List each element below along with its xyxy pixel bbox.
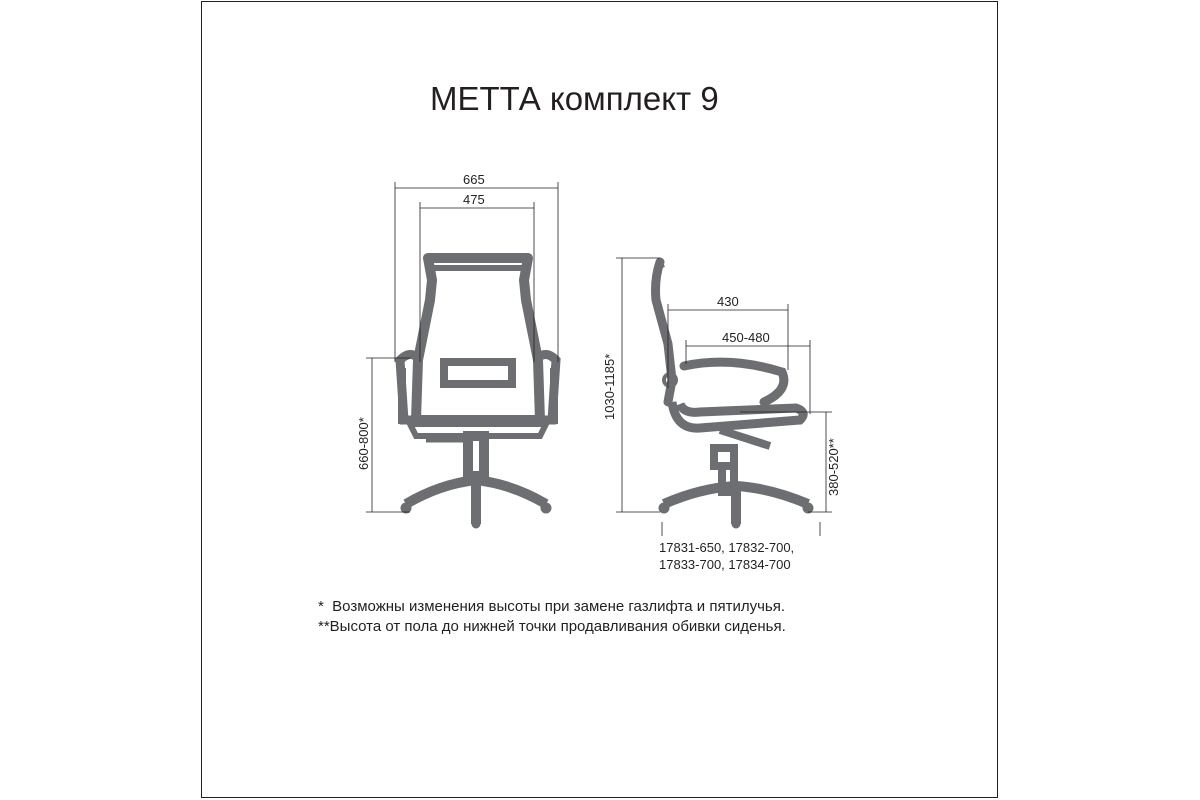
back-width-label: 475 — [463, 192, 485, 207]
diagram-title: МЕТТА комплект 9 — [430, 80, 719, 117]
seat-depth-range-label: 450-480 — [722, 330, 770, 345]
seat-height-label: 380-520** — [826, 438, 841, 496]
article-codes-line2: 17833-700, 17834-700 — [659, 557, 791, 572]
total-height-label: 1030-1185* — [602, 353, 617, 420]
footnote-seat-height: **Высота от пола до нижней точки продавливания обивки сиденья. — [318, 618, 786, 635]
front-view-chair — [400, 258, 556, 528]
footnote-gaslift: * Возможны изменения высоты при замене газлифта и пятилучья. — [318, 598, 785, 615]
overall-width-label: 665 — [463, 172, 485, 187]
seat-depth-label: 430 — [717, 294, 739, 309]
article-codes-line1: 17831-650, 17832-700, — [659, 540, 795, 555]
dimension-lines — [366, 182, 832, 536]
armrest-height-label: 660-800* — [356, 417, 371, 470]
